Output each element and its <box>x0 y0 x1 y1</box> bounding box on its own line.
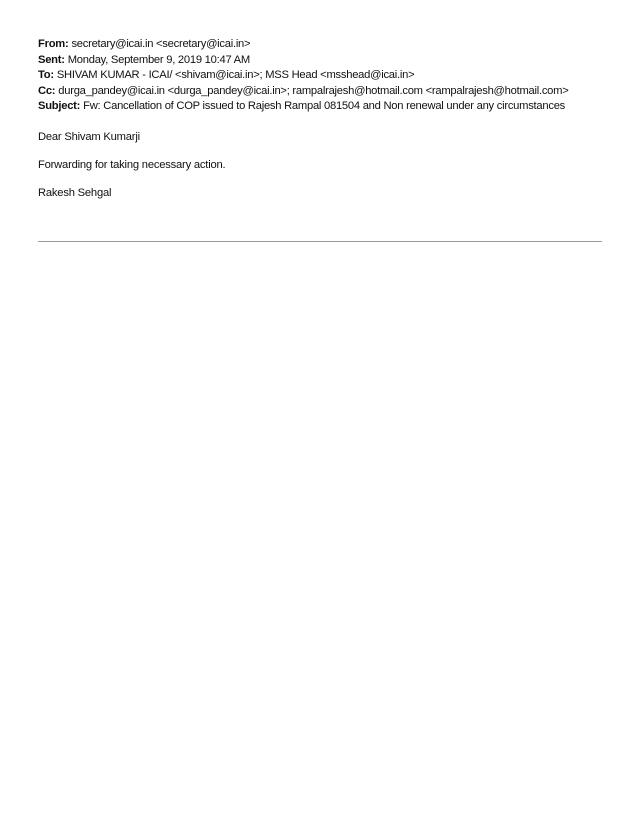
from-line <box>38 37 608 53</box>
sent-line <box>38 53 608 69</box>
sent-value: Monday, September 9, 2019 10:47 AM <box>67 53 250 66</box>
from-label: From: <box>38 38 69 50</box>
to-label: To: <box>38 69 54 81</box>
subject-label: Subject: <box>38 100 81 112</box>
to-line <box>38 68 608 84</box>
email-signature: Rakesh Sehgal <box>38 186 112 199</box>
divider-line <box>38 241 602 242</box>
sent-label: Sent: <box>38 53 65 66</box>
from-value: secretary@icai.in <secretary@icai.in> <box>71 38 251 50</box>
email-header-block <box>38 37 608 115</box>
cc-line <box>38 84 608 100</box>
email-greeting: Dear Shivam Kumarji <box>38 130 140 143</box>
email-printout <box>38 37 608 199</box>
cc-label: Cc: <box>38 84 56 97</box>
subject-line <box>38 99 608 115</box>
to-value: SHIVAM KUMAR - ICAI/ <shivam@icai.in>; MSS Head <msshead@icai.in> <box>56 69 415 81</box>
cc-value: durga_pandey@icai.in <durga_pandey@icai.in>; rampalrajesh@hotmail.com <rampalrajesh@hotmail.com> <box>58 84 569 97</box>
email-message: Forwarding for taking necessary action. <box>38 158 226 171</box>
subject-value: Fw: Cancellation of COP issued to Rajesh Rampal 081504 and Non renewal under any circumstances <box>83 100 566 112</box>
